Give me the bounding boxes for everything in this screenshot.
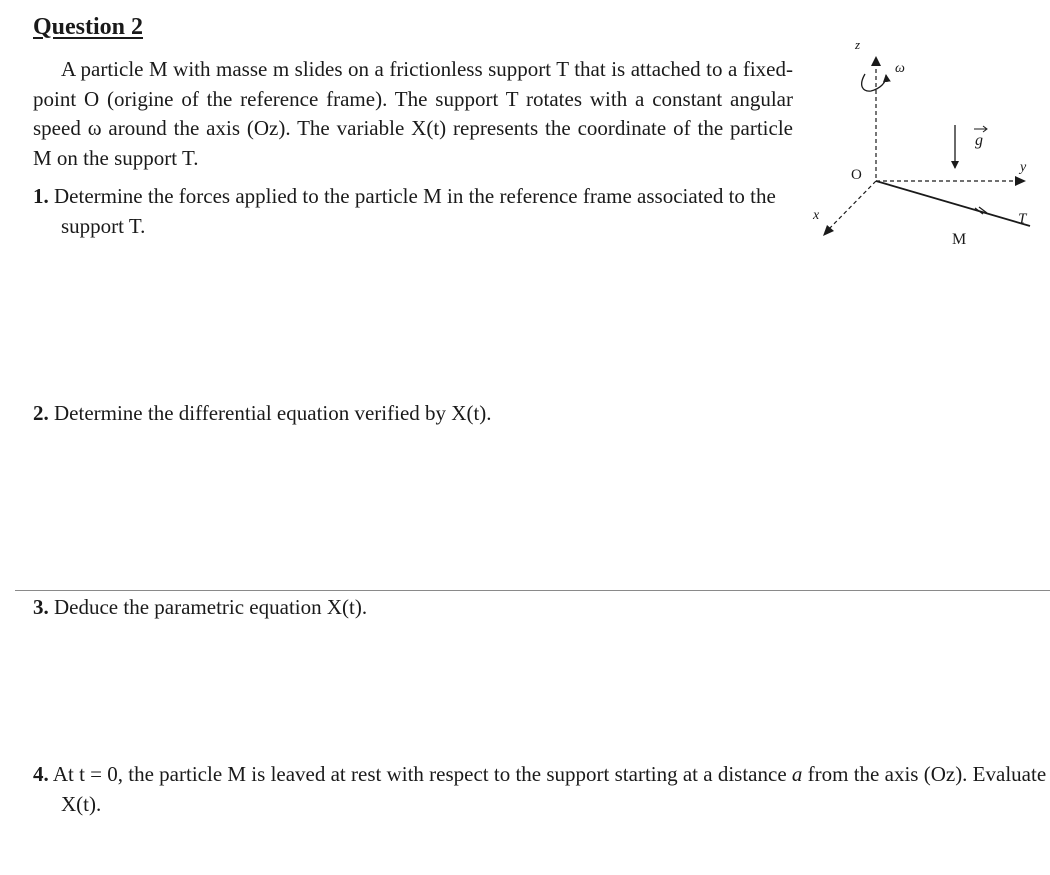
question-3-text: Deduce the parametric equation X(t). <box>54 595 368 619</box>
question-2 <box>33 399 826 429</box>
z-axis-arrowhead <box>871 56 881 66</box>
question-2-number: 2. <box>33 401 49 425</box>
divider <box>15 590 1050 591</box>
problem-statement: A particle M with masse m slides on a frictionless support T that is attached to a fixed-point O (origine of the reference frame). The support T rotates with a constant angular speed ω around the axis (Oz). The variable X(t) represents the coordinate of the particle M on the support T. <box>33 57 793 170</box>
question-4-text-after: from the axis (Oz). Evaluate X(t). <box>61 762 1047 816</box>
support-label: T <box>1018 211 1027 227</box>
gravity-label: g <box>975 132 983 149</box>
z-axis-label: z <box>855 37 861 52</box>
origin-label: O <box>851 167 862 183</box>
support-rod <box>876 181 1030 226</box>
x-axis-label: x <box>813 208 820 223</box>
question-1-text: Determine the forces applied to the particle M in the reference frame associated to the support T. <box>54 184 776 238</box>
question-3-number: 3. <box>33 595 49 619</box>
question-1-number: 1. <box>33 184 49 208</box>
question-title: Question 2 <box>33 14 144 40</box>
question-4 <box>33 760 1050 819</box>
omega-label: ω <box>895 61 905 76</box>
question-3 <box>33 593 826 623</box>
y-axis-arrowhead <box>1015 176 1026 186</box>
question-1 <box>33 182 826 241</box>
rotating-support-diagram <box>805 28 1045 258</box>
x-axis-arrowhead <box>823 225 834 236</box>
rotation-arrow <box>862 74 886 91</box>
question-4-variable: a <box>791 762 803 786</box>
particle-label: M <box>952 231 967 248</box>
question-4-text-before: At t = 0, the particle M is leaved at rest with respect to the support starting at a distance <box>52 762 792 786</box>
x-axis <box>827 181 876 231</box>
y-axis-label: y <box>1020 160 1027 175</box>
question-2-text: Determine the differential equation verified by X(t). <box>54 401 492 425</box>
question-4-number: 4. <box>33 762 49 786</box>
